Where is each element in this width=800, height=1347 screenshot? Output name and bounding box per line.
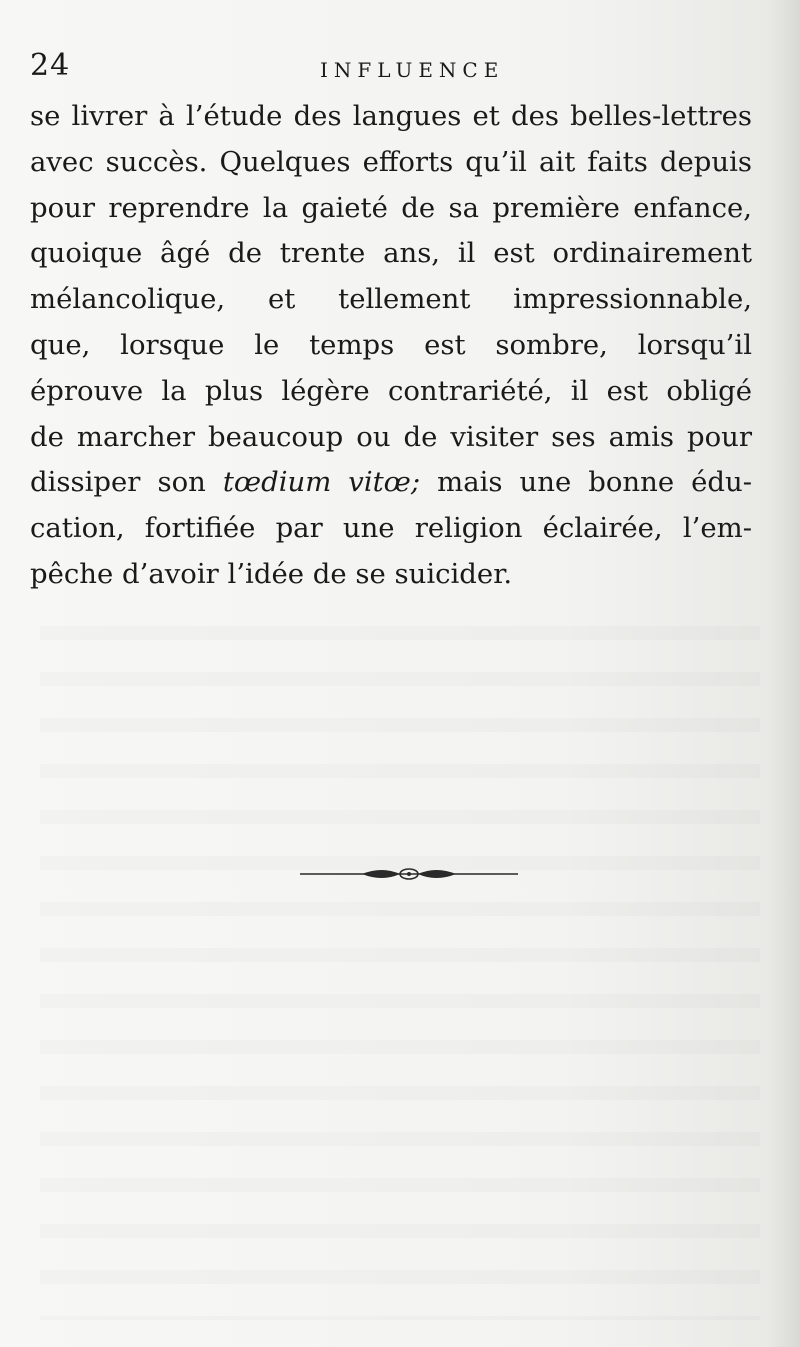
bleed-through-texture [40,600,760,1320]
latin-phrase: tœdium vitœ; [222,466,421,499]
text-line: pêche d’avoir l’idée de se suicider. [30,557,513,590]
text-line: cation, fortifiée par une religion éclairée, l’em- [30,512,752,545]
text-line: de marcher beaucoup ou de visiter ses amis pour [30,420,752,453]
body-paragraph [30,94,752,598]
text-line: avec succès. Quelques efforts qu’il ait faits depuis [30,145,752,178]
text-segment: dissiper son [30,466,223,499]
text-line: que, lorsque le temps est sombre, lorsqu’il [30,328,752,361]
text-line: quoique âgé de trente ans, il est ordinairement [30,237,752,270]
text-line: pour reprendre la gaieté de sa première enfance, [30,191,752,224]
text-line-with-latin [30,460,752,506]
running-head: INFLUENCE [320,58,505,82]
text-line: éprouve la plus légère contrariété, il est obligé [30,374,752,407]
text-line: se livrer à l’étude des langues et des belles-lettres [30,100,752,132]
page-number: 24 [30,48,71,83]
text-line: mélancolique, et tellement impressionnable, [30,283,752,316]
text-segment: mais une bonne édu- [420,466,753,499]
page-header [30,48,760,88]
tailpiece-ornament-icon [300,862,518,886]
